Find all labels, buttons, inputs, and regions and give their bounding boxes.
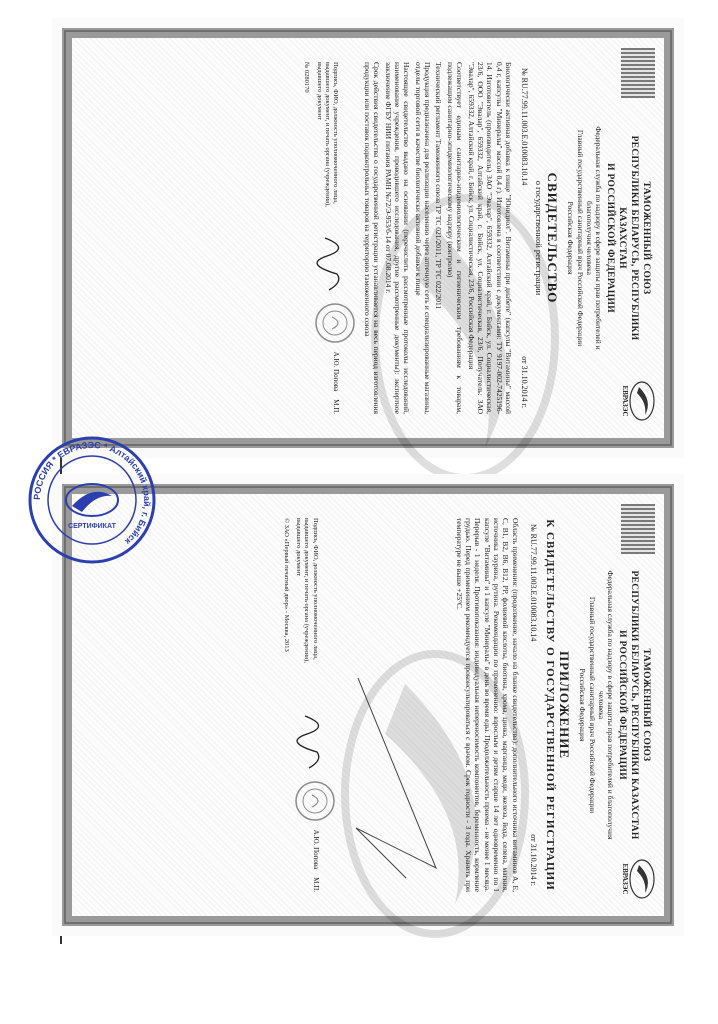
validity-text: Срок действия свидетельства о государственной регистрации устанавливается на весь период изготовления продукции или поставок подконтрольных товаров на территорию таможенного союза <box>362 62 382 414</box>
chief-doctor: Главный государственный санитарный врач Российской Федерации <box>575 129 585 347</box>
security-pattern <box>621 504 655 554</box>
signature-icon <box>295 712 335 772</box>
appendix-title: ПРИЛОЖЕНИЕ <box>556 650 572 760</box>
seal-ring-text: РОССИЯ * ЕВРАЗЭС * Алтайский край, г. Бийск <box>31 439 153 547</box>
stamp-mark: М.П. <box>311 877 320 892</box>
company-seal <box>26 434 158 571</box>
agency-name: Федеральная служба по надзору в сфере защиты прав потребителей и благополучия человека <box>585 126 604 350</box>
eurasec-logo <box>620 374 655 428</box>
blank-area <box>342 518 452 892</box>
country-name: Российская Федерация <box>566 201 576 275</box>
signer-caption: Подпись, ФИО, должность уполномоченного лица, выдавшего документ, и печать органа (учреждения), выдавшего документ <box>295 518 319 663</box>
certificate-date: 31.10.2014 г. <box>520 365 530 408</box>
product-description: Биологически активная добавка к пище "Юнидиол". Витамины при диабете" (капсулы "Витамины" массой 0,4 г, капсулы "Минералы" массой 0,4 г). Изготовлена в соответствии с документами: ТУ 9197-002-7425196-14. Изготовитель (производитель) ЗАО "Эвалар", 659332, Алтайский край, г. Бийск, ул. Социалистическая, 23/6, ООО "Эвалар", 659332, Алтайский край, г. Бийск, ул. Социалистическая, 23/6, Получатель: ЗАО "Эвалар", 659332, Алтайский край, г. Бийск, ул. Социалистическая, 23/6, Российская Федерация <box>466 62 514 414</box>
union-heading: ТАМОЖЕННЫЙ СОЮЗ <box>641 181 651 295</box>
certificate-document <box>81 48 655 428</box>
republics-heading: РЕСПУБЛИКИ БЕЛАРУСЬ, РЕСПУБЛИКИ КАЗАХСТАН <box>617 135 640 341</box>
printer-imprint: © ЗАО «Первый печатный двор» - Москва, 2013 <box>283 518 291 652</box>
security-pattern <box>621 48 655 98</box>
certificate-sheet <box>52 18 684 458</box>
signature-icon <box>316 234 356 294</box>
basis-text: Настоящее свидетельство выдано на основании (перечислить рассмотренные протоколы исследований, наименование учреждения, проводившего исследования, другие рассмотренные документы): экспертное заключение ФГБУ НИИ питания РАМН №72/Э-953/б-14 от 07.08.2014 г. <box>383 62 412 414</box>
compliance-text: Соответствует единым санитарно-эпидемиологическим и гигиеническим требованиям к товарам, подлежащим санитарно-эпидемиологическому надзору (контролю) <box>445 62 465 414</box>
stamp-mark: М.П. <box>331 399 340 414</box>
republics-heading: РЕСПУБЛИКИ БЕЛАРУСЬ, РЕСПУБЛИКИ КАЗАХСТАН <box>629 570 640 840</box>
date-label: от <box>528 834 538 842</box>
country-name: Российская Федерация <box>578 668 588 742</box>
company-seal-icon <box>26 434 158 566</box>
scope-text: Область применения: (продолжение, начало на бланке свидетельства): дополнительного источника витаминов А, Е, С, В1, В2, В6, В12, РР, фолиевой кислоты, биотина, хрома, цинка, марганца, меди, железа, йода, селена, магния, источника таурина, рутина. Рекомендации по применению: взрослым и детям старше 14 лет одновременно по 1 капсуле "Витамины" и 1 капсуле "Минералы" в день во время еды. Продолжительность приема - не менее 1 месяца. Перерыв - 1 неделя. Противопоказания: индивидуальная непереносимость компонентов, беременность, кормление грудью. Перед применением рекомендуется проконсультироваться с врачом. Срок годности - 3 года. Хранить при температуре не выше +25°С. <box>454 518 520 892</box>
federation-heading: И РОССИЙСКОЙ ФЕДЕРАЦИИ <box>617 630 628 780</box>
purpose-text: Продукция предназначена для реализации населению через аптечную сеть и специализированные магазины, отделы торговой сети в качестве биологически активной добавки к пище <box>413 62 433 414</box>
signer-caption: Подпись, ФИО, должность уполномоченного лица, выдавшего документ, и печать органа (учреждения), выдавшего документ <box>315 62 339 207</box>
strike-through-mark <box>346 668 446 888</box>
document-subtitle: о государственной регистрации <box>533 180 544 296</box>
logo-text: ЕВРАЗЭС <box>621 863 629 895</box>
signer-name: А.Ю. Попова <box>311 829 320 870</box>
eurasec-emblem-icon <box>629 381 655 421</box>
appendix-subtitle: К СВИДЕТЕЛЬСТВУ О ГОСУДАРСТВЕННОЙ РЕГИСТРАЦИИ <box>543 519 556 891</box>
appendix-date: 31.10.2014 г. <box>528 843 538 886</box>
date-label: от <box>520 356 530 364</box>
certificate-number: RU.77.99.11.003.Е.010083.10.14 <box>520 77 530 186</box>
number-label: № <box>520 68 530 76</box>
eurasec-watermark-icon <box>362 188 565 488</box>
appendix-number: RU.77.99.11.003.Е.010083.10.14 <box>528 533 538 642</box>
regulation-text: Технический регламент Таможенного союза ТР ТС 021/2011, ТР ТС 022/2011 <box>434 62 444 310</box>
number-label: № <box>528 524 538 532</box>
official-stamp-icon <box>315 302 357 344</box>
chief-doctor: Главный государственный санитарный врач Российской Федерации <box>587 596 597 814</box>
agency-name: Федеральная служба по надзору в сфере защиты прав потребителей и благополучия человека <box>597 570 616 840</box>
federation-heading: И РОССИЙСКОЙ ФЕДЕРАЦИИ <box>605 163 616 313</box>
document-title: СВИДЕТЕЛЬСТВО <box>545 172 560 304</box>
appendix-document <box>81 504 655 906</box>
signer-name: А.Ю. Попова <box>331 351 340 392</box>
eurasec-logo <box>620 852 655 906</box>
eurasec-emblem-icon <box>629 859 655 899</box>
official-stamp-icon <box>294 780 336 822</box>
seal-center-text: СЕРТИФИКАТ <box>68 523 116 530</box>
logo-text: ЕВРАЗЭС <box>621 385 629 417</box>
union-heading: ТАМОЖЕННЫЙ СОЮЗ <box>641 648 651 762</box>
form-number: № 0280170 <box>303 62 311 93</box>
